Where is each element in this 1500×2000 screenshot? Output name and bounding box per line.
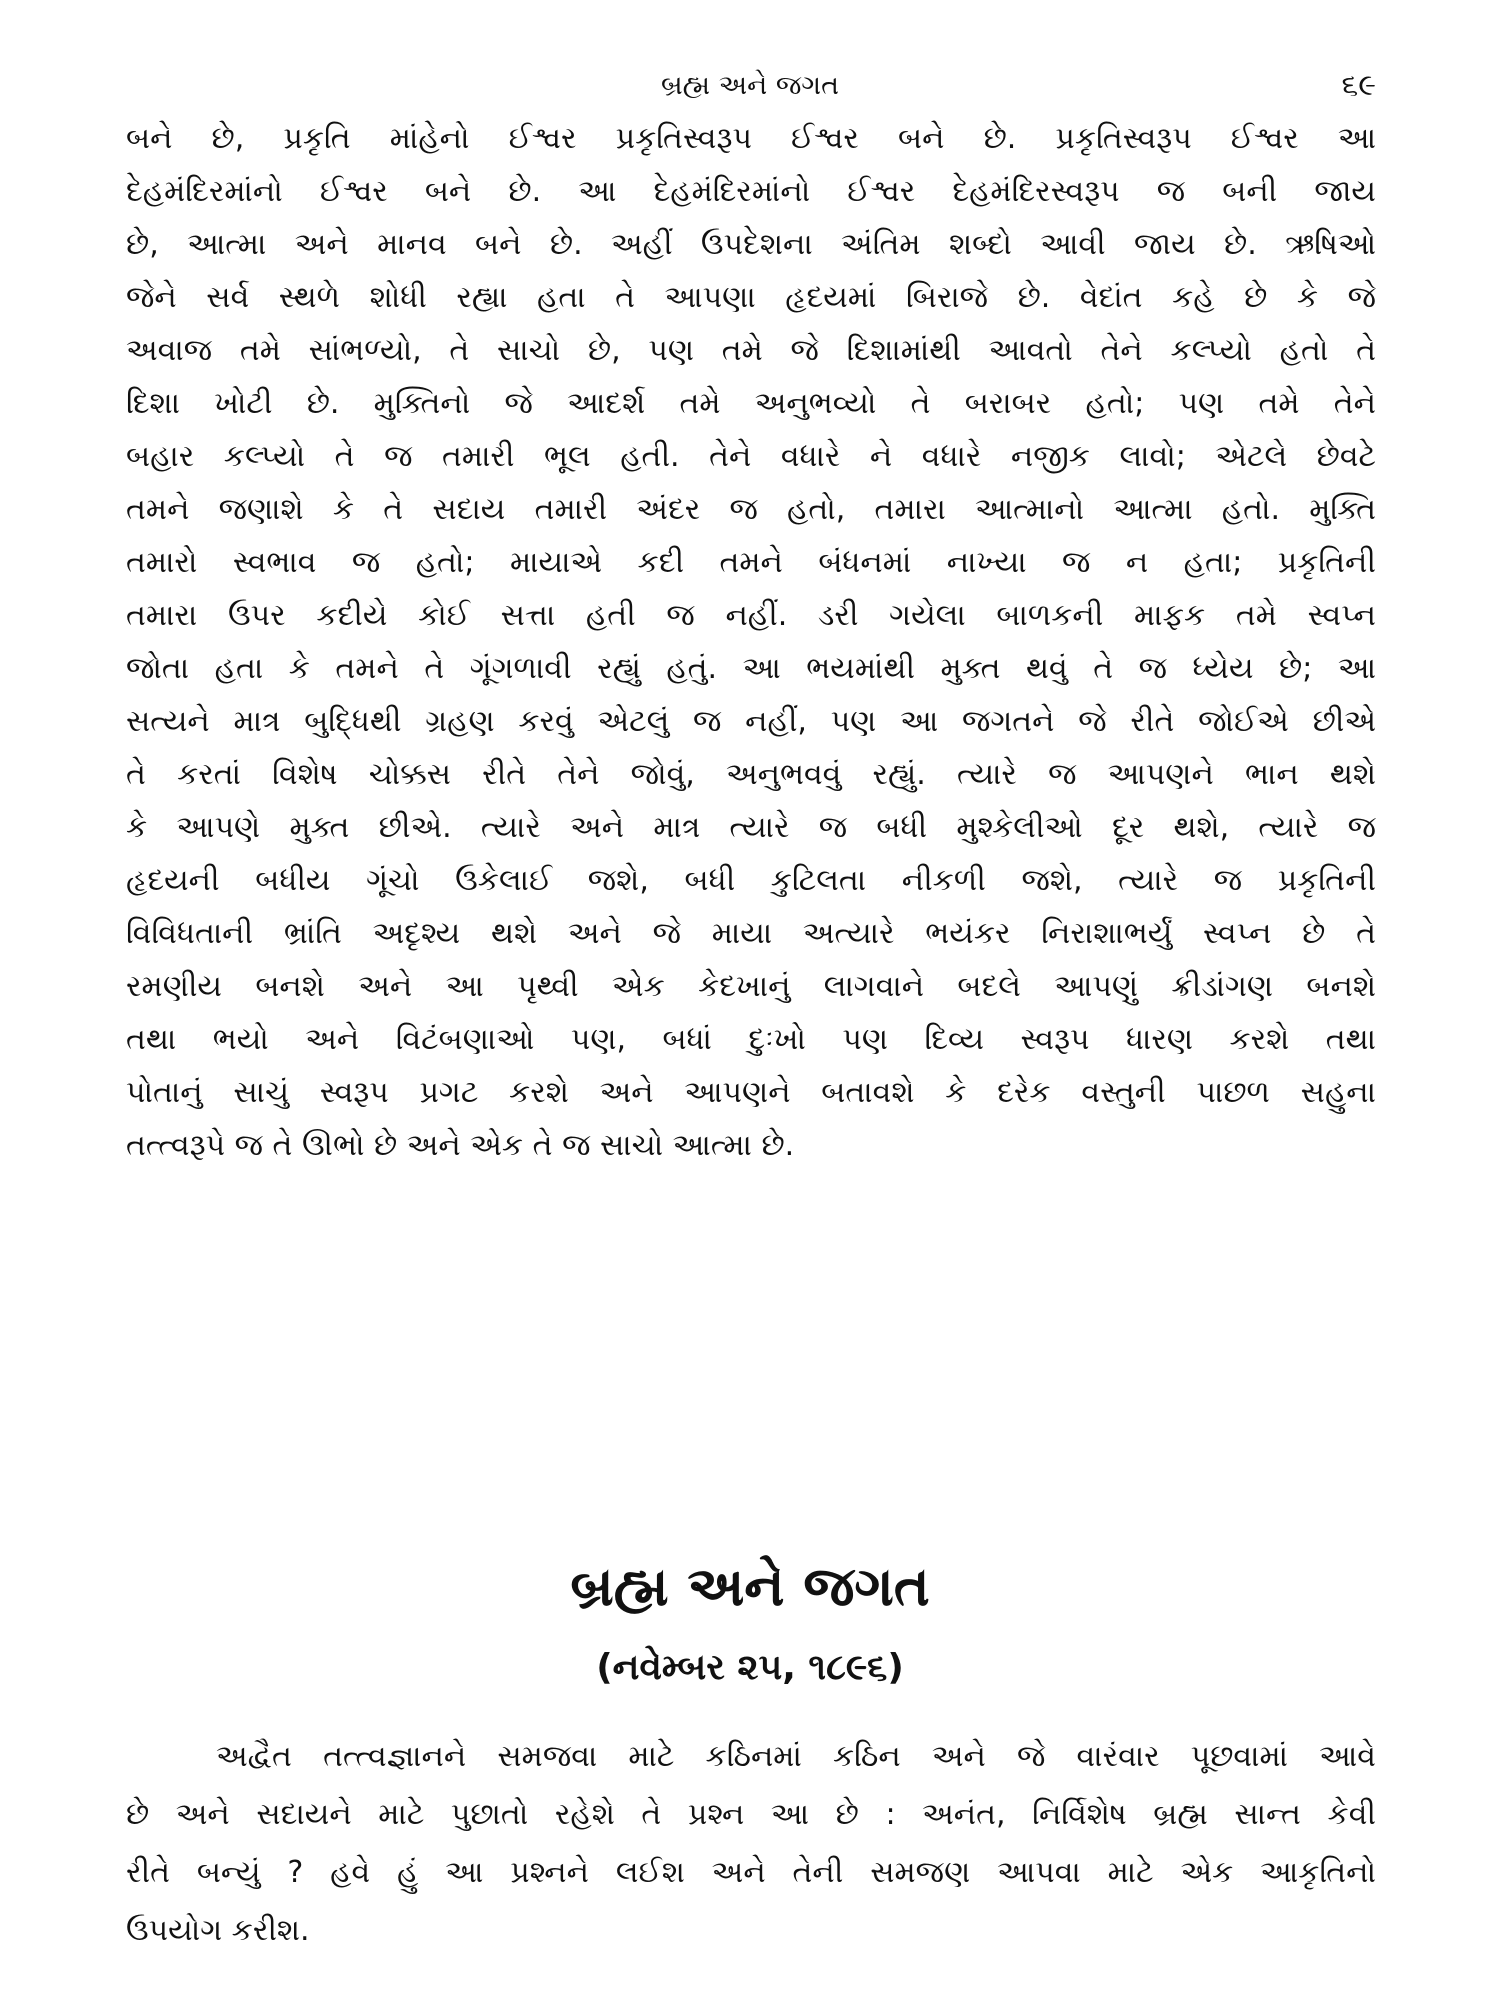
- body-line: દેહમંદિરમાંનો ઈશ્વર બને છે. આ દેહમંદિરમાંનો ઈશ્વર દેહમંદિરસ્વરૂપ જ બની જાય: [126, 174, 1376, 209]
- body-line: જોતા હતા કે તમને તે ગૂંગળાવી રહ્યું હતું. આ ભયમાંથી મુક્ત થવું તે જ ધ્યેય છે; આ: [126, 651, 1376, 686]
- intro-paragraph: [126, 1728, 1376, 1960]
- body-paragraph: [126, 112, 1376, 1172]
- body-line: તત્ત્વરૂપે જ તે ઊભો છે અને એક તે જ સાચો આત્મા છે.: [126, 1128, 795, 1163]
- body-line: બહાર કલ્પ્યો તે જ તમારી ભૂલ હતી. તેને વધારે ને વધારે નજીક લાવો; એટલે છેવટે: [126, 439, 1376, 474]
- chapter-title: બ્રહ્મ અને જગત: [570, 1555, 930, 1618]
- body-line: જેને સર્વ સ્થળે શોધી રહ્યા હતા તે આપણા હૃદયમાં બિરાજે છે. વેદાંત કહે છે કે જે: [126, 280, 1376, 315]
- running-title: બ્રહ્મ અને જગત: [660, 70, 839, 101]
- running-header: [0, 66, 1500, 106]
- body-line: બને છે, પ્રકૃતિ માંહેનો ઈશ્વર પ્રકૃતિસ્વરૂપ ઈશ્વર બને છે. પ્રકૃતિસ્વરૂપ ઈશ્વર આ: [126, 121, 1376, 156]
- intro-line: ઉપયોગ કરીશ.: [126, 1913, 310, 1948]
- intro-line: છે અને સદાયને માટે પુછાતો રહેશે તે પ્રશ્ન આ છે : અનંત, નિર્વિશેષ બ્રહ્મ સાન્ત કેવી: [126, 1797, 1376, 1832]
- page-number: ૬૯: [1341, 68, 1376, 103]
- body-line: છે, આત્મા અને માનવ બને છે. અહીં ઉપદેશના અંતિમ શબ્દો આવી જાય છે. ઋષિઓ: [126, 227, 1376, 262]
- body-line: રમણીય બનશે અને આ પૃથ્વી એક કેદખાનું લાગવાને બદલે આપણું ક્રીડાંગણ બનશે: [126, 969, 1376, 1004]
- body-line: તમારા ઉપર કદીયે કોઈ સત્તા હતી જ નહીં. ડરી ગયેલા બાળકની માફક તમે સ્વપ્ન: [126, 598, 1376, 633]
- intro-line: અદ્વૈત તત્ત્વજ્ઞાનને સમજવા માટે કઠિનમાં કઠિન અને જે વારંવાર પૂછવામાં આવે: [216, 1739, 1376, 1774]
- body-line: દિશા ખોટી છે. મુક્તિનો જે આદર્શ તમે અનુભવ્યો તે બરાબર હતો; પણ તમે તેને: [126, 386, 1376, 421]
- body-line: વિવિધતાની ભ્રાંતિ અદૃશ્ય થશે અને જે માયા અત્યારે ભયંકર નિરાશાભર્યું સ્વપ્ન છે તે: [126, 916, 1376, 951]
- body-line: પોતાનું સાચું સ્વરૂપ પ્રગટ કરશે અને આપણને બતાવશે કે દરેક વસ્તુની પાછળ સહુના: [126, 1075, 1376, 1110]
- body-line: કે આપણે મુક્ત છીએ. ત્યારે અને માત્ર ત્યારે જ બધી મુશ્કેલીઓ દૂર થશે, ત્યારે જ: [126, 810, 1376, 845]
- body-line: અવાજ તમે સાંભળ્યો, તે સાચો છે, પણ તમે જે દિશામાંથી આવતો તેને કલ્પ્યો હતો તે: [126, 333, 1376, 368]
- chapter-date: (નવેમ્બર ૨૫, ૧૮૯૬): [596, 1647, 904, 1688]
- body-line: હૃદયની બધીય ગૂંચો ઉકેલાઈ જશે, બધી કુટિલતા નીકળી જશે, ત્યારે જ પ્રકૃતિની: [126, 863, 1376, 898]
- body-line: તે કરતાં વિશેષ ચોક્કસ રીતે તેને જોવું, અનુભવવું રહ્યું. ત્યારે જ આપણને ભાન થશે: [126, 757, 1376, 792]
- body-line: તમારો સ્વભાવ જ હતો; માયાએ કદી તમને બંધનમાં નાખ્યા જ ન હતા; પ્રકૃતિની: [126, 545, 1376, 580]
- intro-line: રીતે બન્યું ? હવે હું આ પ્રશ્નને લઈશ અને તેની સમજણ આપવા માટે એક આકૃતિનો: [126, 1855, 1376, 1890]
- body-line: તથા ભયો અને વિટંબણાઓ પણ, બધાં દુઃખો પણ દિવ્ય સ્વરૂપ ધારણ કરશે તથા: [126, 1022, 1376, 1057]
- body-line: સત્યને માત્ર બુદ્ધિથી ગ્રહણ કરવું એટલું જ નહીં, પણ આ જગતને જે રીતે જોઈએ છીએ: [126, 704, 1376, 739]
- body-line: તમને જણાશે કે તે સદાય તમારી અંદર જ હતો, તમારા આત્માનો આત્મા હતો. મુક્તિ: [126, 492, 1376, 527]
